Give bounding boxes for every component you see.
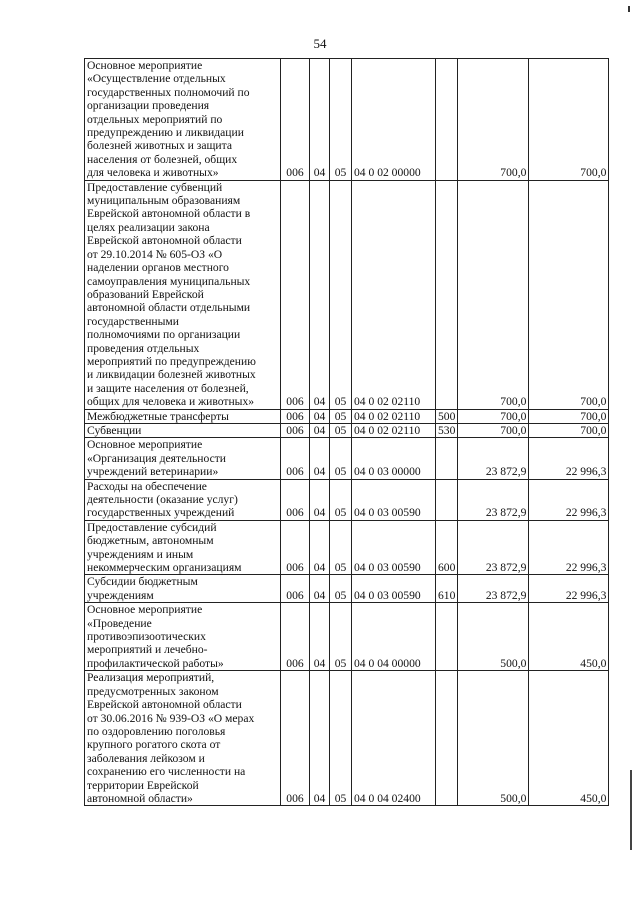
name-line: Еврейской автономной области в [87,207,251,221]
scan-mark [628,6,630,12]
name-line: от 30.06.2016 № 939-ОЗ «О мерах [87,711,255,725]
cell-expense-type [436,438,458,479]
cell-expense-name [85,409,281,423]
cell-amount-1: 23 872,9 [458,438,529,479]
table-row [85,423,609,437]
budget-table-body [85,59,609,806]
cell-target-article: 04 0 02 02110 [352,180,436,409]
cell-amount-2: 700,0 [529,423,609,437]
cell-expense-type [436,603,458,671]
name-line: общих для человека и животных» [87,395,255,409]
name-line: болезней животных и защита [87,139,232,153]
cell-expense-name [85,438,281,479]
cell-amount-2: 22 996,3 [529,438,609,479]
name-line: бюджетным, автономным [87,534,214,548]
name-line: Субвенции [87,423,142,437]
name-line: целях реализации закона [87,220,210,234]
cell-subsection: 05 [330,479,352,520]
name-line: образований Еврейской [87,287,204,301]
name-line: противоэпизоотических [87,630,206,644]
table-row [85,603,609,671]
name-line: Основное мероприятие [87,438,203,452]
cell-amount-2: 450,0 [529,671,609,806]
name-line: Расходы на обеспечение [87,479,207,493]
cell-expense-type: 500 [436,409,458,423]
page-number: 54 [313,36,327,51]
name-line: Еврейской автономной области [87,234,242,248]
cell-amount-1: 23 872,9 [458,520,529,575]
name-line: и ликвидации болезней животных [87,368,256,382]
cell-subsection: 05 [330,423,352,437]
cell-ved-code: 006 [281,409,310,423]
cell-ved-code: 006 [281,423,310,437]
cell-expense-name [85,603,281,671]
name-line: Предоставление субсидий [87,520,217,534]
cell-amount-2: 450,0 [529,603,609,671]
cell-ved-code: 006 [281,59,310,181]
cell-section: 04 [310,438,330,479]
name-line: предупреждению и ликвидации [87,126,244,140]
cell-expense-type [436,59,458,181]
cell-section: 04 [310,479,330,520]
name-line: Субсидии бюджетным [87,575,198,589]
name-line: для человека и животных» [87,166,219,180]
cell-target-article: 04 0 04 00000 [352,603,436,671]
cell-expense-type: 600 [436,520,458,575]
name-line: организации проведения [87,99,210,113]
table-row [85,409,609,423]
name-line: и защите населения от болезней, [87,381,249,395]
table-row [85,59,609,181]
cell-amount-1: 700,0 [458,409,529,423]
name-line: учреждениям и иным [87,547,194,561]
cell-expense-name [85,59,281,181]
cell-ved-code: 006 [281,180,310,409]
name-line: крупного рогатого скота от [87,738,221,752]
table-row [85,671,609,806]
name-line: самоуправления муниципальных [87,274,251,288]
name-line: населения от болезней, общих [87,152,238,166]
name-line: учреждениям [87,588,154,602]
cell-section: 04 [310,59,330,181]
name-line: профилактической работы» [87,656,224,670]
cell-target-article: 04 0 04 02400 [352,671,436,806]
cell-amount-1: 23 872,9 [458,575,529,603]
cell-section: 04 [310,671,330,806]
cell-expense-type [436,180,458,409]
name-line: наделении органов местного [87,261,229,275]
name-line: деятельности (оказание услуг) [87,493,238,506]
cell-amount-2: 700,0 [529,59,609,181]
name-line: Основное мероприятие [87,59,203,72]
table-row [85,520,609,575]
cell-subsection: 05 [330,59,352,181]
name-line: заболевания лейкозом и [87,751,205,765]
table-row [85,438,609,479]
name-line: некоммерческим организациям [87,561,242,575]
cell-subsection: 05 [330,180,352,409]
cell-expense-name [85,671,281,806]
cell-target-article: 04 0 02 02110 [352,409,436,423]
name-line: территории Еврейской [87,778,199,792]
cell-amount-1: 700,0 [458,180,529,409]
cell-section: 04 [310,603,330,671]
cell-section: 04 [310,423,330,437]
name-line: мероприятий и лечебно- [87,643,208,657]
name-line: «Проведение [87,616,152,630]
cell-section: 04 [310,520,330,575]
budget-table [84,58,609,806]
cell-subsection: 05 [330,438,352,479]
cell-expense-type [436,671,458,806]
scan-mark [630,770,632,850]
cell-ved-code: 006 [281,520,310,575]
cell-amount-2: 700,0 [529,409,609,423]
cell-expense-type: 610 [436,575,458,603]
cell-subsection: 05 [330,603,352,671]
name-line: автономной области отдельными [87,301,251,315]
name-line: Основное мероприятие [87,603,203,617]
name-line: «Организация деятельности [87,451,227,465]
cell-subsection: 05 [330,520,352,575]
name-line: Межбюджетные трансферты [87,409,229,423]
cell-amount-1: 700,0 [458,59,529,181]
cell-section: 04 [310,409,330,423]
cell-expense-type [436,479,458,520]
cell-amount-1: 700,0 [458,423,529,437]
name-line: мероприятий по предупреждению [87,354,256,368]
name-line: Предоставление субвенций [87,180,223,194]
cell-expense-type: 530 [436,423,458,437]
cell-target-article: 04 0 03 00590 [352,575,436,603]
cell-target-article: 04 0 02 00000 [352,59,436,181]
cell-subsection: 05 [330,575,352,603]
cell-ved-code: 006 [281,671,310,806]
cell-subsection: 05 [330,671,352,806]
table-row [85,180,609,409]
cell-target-article: 04 0 03 00590 [352,520,436,575]
cell-amount-1: 23 872,9 [458,479,529,520]
name-line: автономной области» [87,791,193,805]
cell-subsection: 05 [330,409,352,423]
cell-expense-name [85,479,281,520]
name-line: учреждений ветеринарии» [87,465,219,479]
name-line: предусмотренных законом [87,684,219,698]
cell-ved-code: 006 [281,603,310,671]
name-line: государственных полномочий по [87,85,250,99]
cell-target-article: 04 0 02 02110 [352,423,436,437]
name-line: муниципальным образованиям [87,194,241,208]
name-line: государственных учреждений [87,506,235,520]
name-line: по оздоровлению поголовья [87,724,226,738]
cell-target-article: 04 0 03 00000 [352,438,436,479]
name-line: Реализация мероприятий, [87,671,215,685]
name-line: Еврейской автономной области [87,698,242,712]
cell-amount-2: 22 996,3 [529,575,609,603]
table-row [85,479,609,520]
name-line: сохранению его численности на [87,765,246,779]
cell-section: 04 [310,180,330,409]
cell-expense-name [85,423,281,437]
cell-amount-2: 22 996,3 [529,479,609,520]
name-line: государственными [87,314,179,328]
name-line: «Осуществление отдельных [87,72,226,86]
cell-section: 04 [310,575,330,603]
cell-amount-1: 500,0 [458,603,529,671]
name-line: от 29.10.2014 № 605-ОЗ «О [87,247,223,261]
cell-expense-name [85,520,281,575]
cell-ved-code: 006 [281,575,310,603]
name-line: полномочиями по организации [87,328,241,342]
cell-expense-name [85,575,281,603]
cell-ved-code: 006 [281,479,310,520]
cell-ved-code: 006 [281,438,310,479]
cell-amount-1: 500,0 [458,671,529,806]
cell-amount-2: 22 996,3 [529,520,609,575]
name-line: отдельных мероприятий по [87,112,223,126]
table-row [85,575,609,603]
name-line: проведения отдельных [87,341,200,355]
cell-amount-2: 700,0 [529,180,609,409]
cell-expense-name [85,180,281,409]
cell-target-article: 04 0 03 00590 [352,479,436,520]
